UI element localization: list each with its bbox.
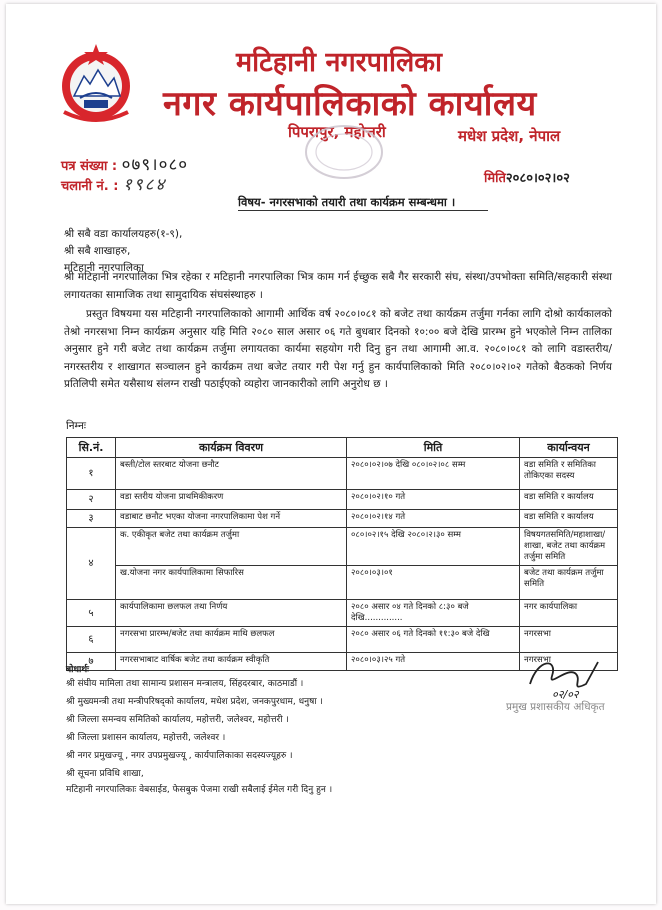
cell-implementation: विषयगतसमिति/महाशाखा/शाखा, बजेट तथा कार्यक्रम तर्जुमा समिति bbox=[520, 528, 618, 566]
dispatch-number-value: १९८४ bbox=[122, 175, 167, 195]
col-header-date: मिति bbox=[347, 438, 520, 458]
cell-sn: ६ bbox=[67, 627, 116, 653]
cell-program: ख.योजना नगर कार्यपालिकामा सिफारिस bbox=[116, 566, 347, 600]
table-header-row bbox=[67, 438, 618, 458]
office-name: नगर कार्यपालिकाको कार्यालय bbox=[163, 84, 537, 124]
ref-number-value: ०७९।०८० bbox=[121, 155, 189, 175]
cc-item: श्री जिल्ला प्रशासन कार्यालय, महोत्तरी, जलेश्वर । bbox=[66, 733, 226, 743]
schedule-label: निम्नः bbox=[66, 420, 87, 432]
cell-implementation: नगरसभा bbox=[520, 627, 618, 653]
cell-implementation: नगर कार्यपालिका bbox=[520, 600, 618, 627]
letter-subject: विषय- नगरसभाको तयारी तथा कार्यक्रम सम्बन्धमा । bbox=[238, 195, 456, 209]
table-row bbox=[67, 566, 618, 600]
cell-date: २०८० असार ०४ गते दिनको ८:३० बजे देखि.............. bbox=[347, 600, 520, 627]
date-label: मिति bbox=[484, 171, 506, 186]
letter-page bbox=[6, 4, 656, 904]
table-row bbox=[67, 528, 618, 566]
cell-date: २०८० असार ०६ गते दिनको ११:३० बजे देखि bbox=[347, 627, 520, 653]
cell-program: बस्ती/टोल स्तरबाट योजना छनौट bbox=[116, 458, 347, 490]
main-paragraph: प्रस्तुत विषयमा यस मटिहानी नगरपालिकाको आगामी आर्थिक वर्ष २०८०।०८१ को बजेट तथा कार्यक्रम तर्जुमा गर्नका लागि दोश्रो कार्यकालको तेश्रो नगरसभा निम्न कार्यक्रम अनुसार यहि मिति २०८० साल असार ०६ गते बुधबार दिनको १०:०० बजे देखि प्रारम्भ हुने भएकोले निम्न तालिका अनुसार हुने गरी बजेट तथा कार्यक्रम तर्जुमा लगायतका कार्यमा सहयोग गरी दिनु हुन तथा आगामी आ.व. २०८०।०८१ को लागि वडास्तरीय/नगरस्तरीय र शाखागत सञ्चालन हुने कार्यक्रम तथा बजेट तयार गरी पेश गर्नु हुन कार्यपालिकाको मिति २०८०।०२।०२ गतेको बैठकको निर्णय प्रतिलिपी समेत यसैसाथ संलग्न राखी पठाईएको व्यहोरा जानकारीको लागि अनुरोध छ । bbox=[64, 308, 612, 390]
dispatch-number-row bbox=[61, 172, 166, 195]
recipient-1: श्री सबै वडा कार्यालयहरु(१-९), bbox=[64, 228, 183, 240]
cell-date: २०८०।०२।१० गते bbox=[347, 490, 520, 510]
cell-date: ०८०।०२।१५ देखि २०८०।२।३० सम्म bbox=[347, 528, 520, 566]
col-header-implementation: कार्यान्वयन bbox=[520, 438, 618, 458]
signature-date: ०२/०२ bbox=[552, 688, 579, 701]
schedule-table bbox=[66, 437, 618, 671]
intro-paragraph: श्री मटिहानी नगरपालिका भित्र रहेका र मटिहानी नगरपालिका भित्र काम गर्न ईच्छुक सबै गैर सरकारी संघ, संस्था/उपभोक्ता समिति/सहकारी संस्था लगायतका सामाजिक तथा सामुदायिक संघसंस्थाहरु । bbox=[64, 271, 612, 301]
nepal-emblem-icon bbox=[58, 42, 134, 124]
table-row bbox=[67, 510, 618, 528]
office-stamp-icon bbox=[302, 122, 386, 182]
cell-date: २०८०।०२।१४ गते bbox=[347, 510, 520, 528]
table-row bbox=[67, 600, 618, 627]
cell-implementation: नगरसभा bbox=[520, 653, 618, 671]
recipient-3: मटिहानी नगरपालिका bbox=[64, 262, 144, 274]
address-province: मधेश प्रदेश, नेपाल bbox=[458, 127, 561, 145]
recipient-2: श्री सबै शाखाहरु, bbox=[64, 245, 131, 257]
cell-program: नगरसभा प्रारम्भ/बजेट तथा कार्यक्रम माथि छलफल bbox=[116, 627, 347, 653]
cell-date: २०८०।०३।०१ bbox=[347, 566, 520, 600]
signatory-title: प्रमुख प्रशासकीय अधिकृत bbox=[506, 701, 605, 713]
cell-sn: २ bbox=[67, 490, 116, 510]
cell-program: नगरसभाबाट वार्षिक बजेट तथा कार्यक्रम स्वीकृति bbox=[116, 653, 347, 671]
municipality-name: मटिहानी नगरपालिका bbox=[236, 47, 443, 78]
cell-sn: ५ bbox=[67, 600, 116, 627]
table-row bbox=[67, 627, 618, 653]
cc-item: मटिहानी नगरपालिकाः वेबसाईड, फेसबुक पेजमा राखी सबैलाई ईमेल गरी दिनु हुन । bbox=[66, 785, 333, 795]
cell-sn: ३ bbox=[67, 510, 116, 528]
letter-date bbox=[484, 168, 570, 186]
cell-date: २०८०।०३।२५ गते bbox=[347, 653, 520, 671]
ref-number-label: पत्र संख्या : bbox=[61, 159, 118, 174]
address-district: पिपरापुर, महोत्तरी bbox=[288, 123, 386, 141]
dispatch-number-label: चलानी नं. : bbox=[61, 179, 119, 194]
date-value: २०८०।०२।०२ bbox=[505, 171, 570, 186]
cell-sn: ७ bbox=[67, 653, 116, 671]
cell-sn: १ bbox=[67, 458, 116, 490]
cc-item: श्री मुख्यमन्त्री तथा मन्त्रीपरिषद्को कार्यालय, मधेश प्रदेश, जनकपुरधाम, धनुषा । bbox=[66, 697, 323, 707]
cell-program: क. एकीकृत बजेट तथा कार्यक्रम तर्जुमा bbox=[116, 528, 347, 566]
cell-program: कार्यपालिकामा छलफल तथा निर्णय bbox=[116, 600, 347, 627]
table-row bbox=[67, 490, 618, 510]
cell-implementation: बजेट तथा कार्यक्रम तर्जुमा समिति bbox=[520, 566, 618, 600]
subject-underline bbox=[238, 210, 488, 211]
cell-implementation: वडा समिति र समितिका तोकिएका सदस्य bbox=[520, 458, 618, 490]
cell-date: २०८०।०२।०७ देखि ०८०।०२।०८ सम्म bbox=[347, 458, 520, 490]
cell-implementation: वडा समिति र कार्यालय bbox=[520, 490, 618, 510]
cc-item: श्री जिल्ला समन्वय समितिको कार्यालय, महोत्तरी, जलेश्वर, महोत्तरी । bbox=[66, 715, 289, 725]
cell-sn: ४ bbox=[67, 528, 116, 600]
cc-item: श्री संघीय मामिला तथा सामान्य प्रशासन मन्त्रालय, सिंहदरबार, काठमाडौं । bbox=[66, 679, 304, 689]
cc-item: श्री सूचना प्रविधि शाखा, bbox=[66, 769, 144, 779]
cell-program: वडाबाट छनौट भएका योजना नगरपालिकामा पेश गर्ने bbox=[116, 510, 347, 528]
cc-label: बोधार्थः bbox=[66, 665, 89, 675]
table-row bbox=[67, 458, 618, 490]
col-header-program: कार्यक्रम विवरण bbox=[116, 438, 347, 458]
col-header-sn: सि.नं. bbox=[67, 438, 116, 458]
cc-item: श्री नगर प्रमुखज्यू , नगर उपप्रमुखज्यू , कार्यपालिकाका सदस्यज्यूहरु । bbox=[66, 751, 293, 761]
cell-program: वडा स्तरीय योजना प्राथमिकीकरण bbox=[116, 490, 347, 510]
cell-implementation: वडा समिति र कार्यालय bbox=[520, 510, 618, 528]
